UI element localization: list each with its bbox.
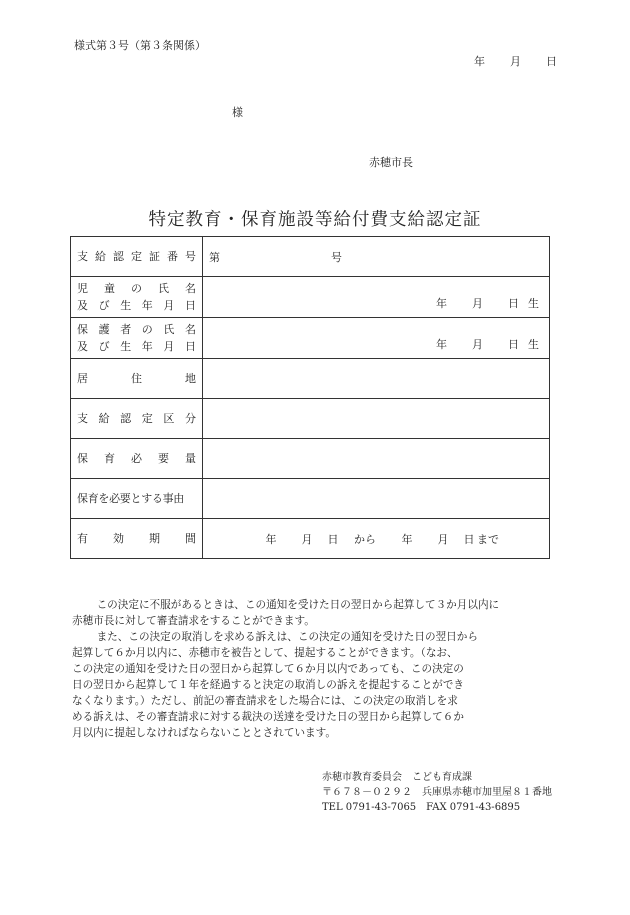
value-child — [203, 277, 550, 318]
notice-line: める訴えは、その審査請求に対する裁決の送達を受けた日の翌日から起算して６か — [72, 711, 464, 723]
label-reason: 保育を必要とする事由 — [71, 479, 203, 519]
row-reason — [71, 479, 550, 519]
date-year: 年 — [474, 55, 485, 68]
value-guardian — [203, 318, 550, 359]
contact-department: 赤穂市教育委員会 こども育成課 — [322, 772, 472, 783]
row-care-amount — [71, 439, 550, 479]
cert-number-suffix: 号 — [331, 250, 342, 264]
appeal-notice — [72, 597, 546, 741]
row-child — [71, 277, 550, 318]
issuer: 赤穂市長 — [369, 156, 413, 169]
row-cert-number — [71, 237, 550, 277]
addressee-suffix: 様 — [232, 106, 243, 119]
value-validity: 年 月 日 から 年 月 日 まで — [203, 519, 550, 559]
label-child: 児童の氏名 及び生年月日 — [71, 277, 203, 318]
notice-line: 赤穂市長に対して審査請求をすることができます。 — [72, 615, 315, 627]
document-title: 特定教育・保育施設等給付費支給認定証 — [148, 210, 482, 230]
value-cert-number — [203, 237, 550, 277]
value-care-amount — [203, 439, 550, 479]
notice-line: 日の翌日から起算して１年を経過すると決定の取消しの訴えを提起することができ — [72, 679, 464, 691]
child-birthdate: 年 月 日 生 — [436, 297, 539, 310]
label-address: 居住地 — [71, 359, 203, 399]
form-number: 様式第３号（第３条関係） — [74, 39, 206, 52]
label-category: 支給認定区分 — [71, 399, 203, 439]
label-care-amount: 保育必要量 — [71, 439, 203, 479]
issue-date — [474, 53, 557, 69]
date-month: 月 — [510, 55, 521, 68]
notice-line: なくなります。）ただし、前記の審査請求をした場合には、この決定の取消しを求 — [72, 695, 458, 707]
row-validity — [71, 519, 550, 559]
label-guardian: 保護者の氏名 及び生年月日 — [71, 318, 203, 359]
row-category — [71, 399, 550, 439]
notice-line: また、この決定の取消しを求める訴えは、この決定の通知を受けた日の翌日から — [96, 631, 478, 643]
notice-line: この決定の通知を受けた日の翌日から起算して６か月以内であっても、この決定の — [72, 663, 464, 675]
guardian-birthdate: 年 月 日 生 — [436, 338, 539, 351]
row-guardian — [71, 318, 550, 359]
contact-block — [322, 770, 552, 815]
label-validity: 有効期間 — [71, 519, 203, 559]
certificate-table — [70, 236, 550, 559]
date-day: 日 — [546, 55, 557, 68]
value-address — [203, 359, 550, 399]
contact-phone-fax: TEL 0791-43-7065 FAX 0791-43-6895 — [322, 802, 521, 813]
contact-address: 〒６７８－０２９２ 兵庫県赤穂市加里屋８１番地 — [322, 787, 552, 798]
notice-line: 月以内に提起しなければならないこととされています。 — [72, 727, 336, 739]
cert-number-prefix: 第 — [209, 250, 220, 264]
row-address — [71, 359, 550, 399]
notice-line: 起算して６か月以内に、赤穂市を被告として、提起することができます。（なお、 — [72, 647, 458, 659]
label-cert-number: 支給認定証番号 — [71, 237, 203, 277]
value-reason — [203, 479, 550, 519]
value-category — [203, 399, 550, 439]
notice-line: この決定に不服があるときは、この通知を受けた日の翌日から起算して３か月以内に — [96, 599, 500, 611]
